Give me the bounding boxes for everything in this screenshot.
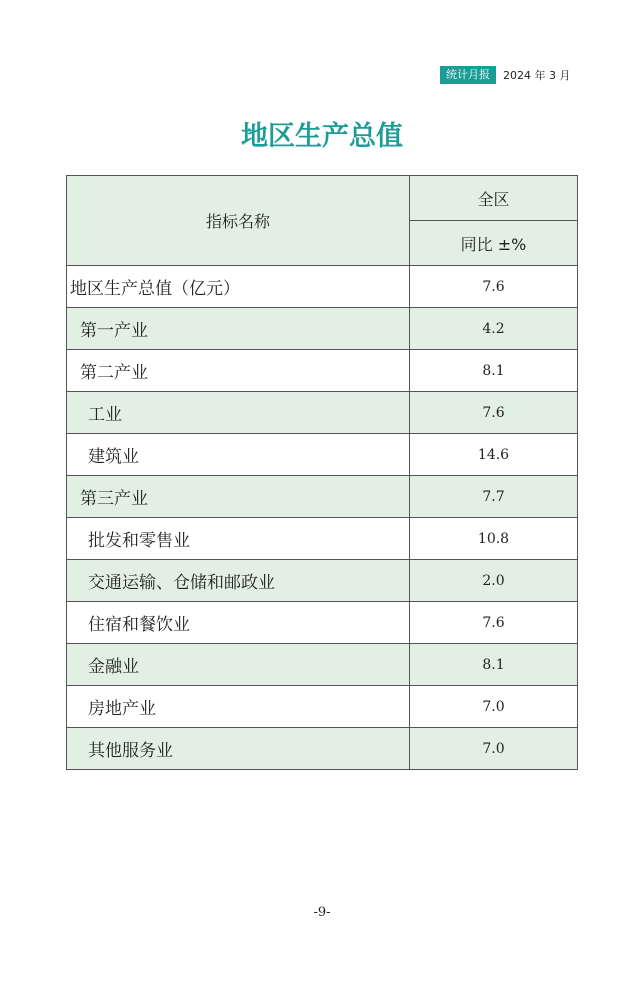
row-label: 第一产业 <box>67 308 410 350</box>
table-row <box>67 350 578 392</box>
row-value: 14.6 <box>410 434 578 476</box>
row-value: 7.0 <box>410 686 578 728</box>
gdp-table <box>66 175 578 770</box>
table-body <box>67 266 578 770</box>
row-value: 10.8 <box>410 518 578 560</box>
report-date: 2024 年 3 月 <box>503 69 571 82</box>
report-header <box>440 66 570 84</box>
row-label: 工业 <box>67 392 410 434</box>
table-row <box>67 308 578 350</box>
table-row <box>67 476 578 518</box>
row-value: 4.2 <box>410 308 578 350</box>
row-label: 建筑业 <box>67 434 410 476</box>
table-row <box>67 392 578 434</box>
row-value: 7.7 <box>410 476 578 518</box>
row-value: 8.1 <box>410 644 578 686</box>
page-title: 地区生产总值 <box>241 121 403 152</box>
table-row <box>67 560 578 602</box>
row-label: 第二产业 <box>67 350 410 392</box>
header-yoy: 同比 ±% <box>410 221 578 266</box>
row-value: 7.0 <box>410 728 578 770</box>
table-row <box>67 434 578 476</box>
header-indicator-name: 指标名称 <box>67 176 410 266</box>
row-label: 批发和零售业 <box>67 518 410 560</box>
row-label: 住宿和餐饮业 <box>67 602 410 644</box>
row-value: 7.6 <box>410 392 578 434</box>
row-label: 房地产业 <box>67 686 410 728</box>
table-row <box>67 644 578 686</box>
row-value: 7.6 <box>410 266 578 308</box>
table-row <box>67 518 578 560</box>
row-label: 地区生产总值（亿元） <box>67 266 410 308</box>
row-value: 2.0 <box>410 560 578 602</box>
row-label: 交通运输、仓储和邮政业 <box>67 560 410 602</box>
row-value: 8.1 <box>410 350 578 392</box>
row-label: 其他服务业 <box>67 728 410 770</box>
page-number: -9- <box>313 905 331 920</box>
table-row <box>67 266 578 308</box>
row-label: 金融业 <box>67 644 410 686</box>
table-row <box>67 602 578 644</box>
table-row <box>67 686 578 728</box>
row-value: 7.6 <box>410 602 578 644</box>
table-row <box>67 728 578 770</box>
header-region: 全区 <box>410 176 578 221</box>
report-badge: 统计月报 <box>440 66 496 84</box>
row-label: 第三产业 <box>67 476 410 518</box>
